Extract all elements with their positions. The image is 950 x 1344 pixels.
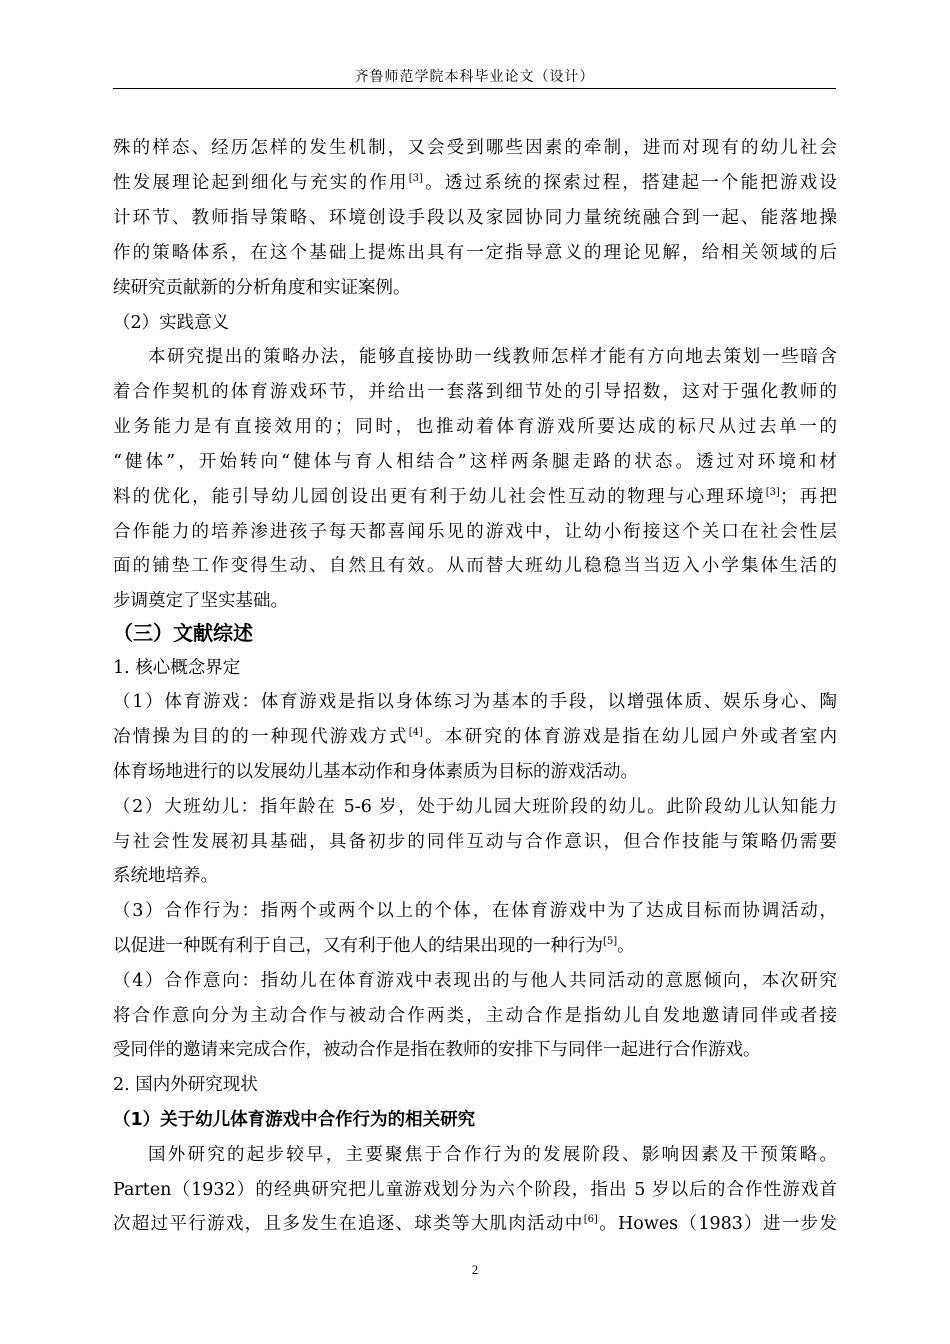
paragraph-line: 系统地培养。 [113, 866, 218, 886]
paragraph-line: 续研究贡献新的分析角度和实证案例。 [113, 278, 411, 298]
paragraph-line: 合作能力的培养渗进孩子每天都喜闻乐见的游戏中，让幼小衔接这个关口在社会性层 [113, 522, 837, 542]
page-header-title: 齐鲁师范学院本科毕业论文（设计） [354, 69, 595, 85]
text-span: 。透过系统的探索过程，搭建起一个能把游戏设 [422, 173, 838, 193]
section-heading-literature-review: （三）文献综述 [113, 621, 253, 645]
text-span: 料的优化，能引导幼儿园创设出更有利于幼儿社会性互动的物理与心理环境 [113, 487, 766, 507]
citation-ref: [6] [583, 1214, 598, 1226]
citation-ref: [5] [603, 936, 618, 948]
paragraph-line: 体育场地进行的以发展幼儿基本动作和身体素质为目标的游戏活动。 [113, 762, 638, 782]
citation-ref: [4] [408, 727, 423, 739]
citation-ref: [3] [408, 173, 423, 185]
paragraph-line: Parten（1932）的经典研究把儿童游戏划分为六个阶段，指出 5 岁以后的合作性游戏首 [113, 1180, 837, 1200]
text-span: 。 [617, 936, 635, 956]
header-divider [113, 88, 836, 89]
paragraph-line [113, 934, 635, 958]
paragraph-line: （2）大班幼儿：指年龄在 5-6 岁，处于幼儿园大班阶段的幼儿。此阶段幼儿认知能力 [113, 797, 837, 817]
paragraph-line: 作的策略体系，在这个基础上提炼出具有一定指导意义的理论见解，给相关领域的后 [113, 243, 837, 263]
text-span: 性发展理论起到细化与充实的作用 [113, 173, 409, 193]
paragraph-line: （4）合作意向：指幼儿在体育游戏中表现出的与他人共同活动的意愿倾向，本次研究 [113, 971, 837, 991]
subheading-practical-significance: （2）实践意义 [113, 313, 230, 333]
subheading-research-status: 2. 国内外研究现状 [113, 1075, 258, 1095]
paragraph-line: （3）合作行为：指两个或两个以上的个体，在体育游戏中为了达成目标而协调活动， [113, 901, 837, 921]
paragraph-line: 着合作契机的体育游戏环节，并给出一套落到细节处的引导招数，这对于强化教师的 [113, 382, 837, 402]
paragraph-line [113, 1212, 837, 1236]
paragraph-line [113, 171, 837, 195]
text-span: 次超过平行游戏，且多发生在追逐、球类等大肌肉活动中 [113, 1214, 584, 1234]
text-span: 。Howes（1983）进一步发 [597, 1214, 837, 1234]
paragraph-line: “健体”，开始转向“健体与育人相结合”这样两条腿走路的状态。透过对环境和材 [113, 452, 837, 472]
paragraph-line: 面的铺垫工作变得生动、自然且有效。从而替大班幼儿稳稳当当迈入小学集体生活的 [113, 556, 837, 576]
paragraph-line: 将合作意向分为主动合作与被动合作两类，主动合作是指幼儿自发地邀请同伴或者接 [113, 1006, 837, 1026]
paragraph-line: 与社会性发展初具基础，具备初步的同伴互动与合作意识，但合作技能与策略仍需要 [113, 832, 837, 852]
text-span: ；再把 [779, 487, 837, 507]
citation-ref: [3] [765, 487, 780, 499]
paragraph-line: 计环节、教师指导策略、环境创设手段以及家园协同力量统统融合到一起、能落地操 [113, 208, 837, 228]
paragraph-line: （1）体育游戏：体育游戏是指以身体练习为基本的手段，以增强体质、娱乐身心、陶 [113, 692, 837, 712]
paragraph-line: 受同伴的邀请来完成合作，被动合作是指在教师的安排下与同伴一起进行合作游戏。 [113, 1040, 761, 1060]
paragraph-line: 业务能力是有直接效用的；同时，也推动着体育游戏所要达成的标尺从过去单一的 [113, 417, 837, 437]
paragraph-line: 本研究提出的策略办法，能够直接协助一线教师怎样才能有方向地去策划一些暗含 [148, 347, 837, 367]
text-span: 以促进一种既有利于自己，又有利于他人的结果出现的一种行为 [113, 936, 603, 956]
subheading-cooperative-behavior-research: （1）关于幼儿体育游戏中合作行为的相关研究 [113, 1110, 476, 1130]
paragraph-line: 国外研究的起步较早，主要聚焦于合作行为的发展阶段、影响因素及干预策略。 [148, 1145, 837, 1165]
subheading-core-concepts: 1. 核心概念界定 [113, 658, 241, 678]
paragraph-line [113, 725, 837, 749]
paragraph-line: 殊的样态、经历怎样的发生机制，又会受到哪些因素的牵制，进而对现有的幼儿社会 [113, 138, 837, 158]
paragraph-line [113, 485, 837, 509]
page-number: 2 [471, 1262, 479, 1277]
text-span: 冶情操为目的的一种现代游戏方式 [113, 727, 409, 747]
paragraph-line: 步调奠定了坚实基础。 [113, 591, 288, 611]
text-span: 。本研究的体育游戏是指在幼儿园户外或者室内 [422, 727, 838, 747]
